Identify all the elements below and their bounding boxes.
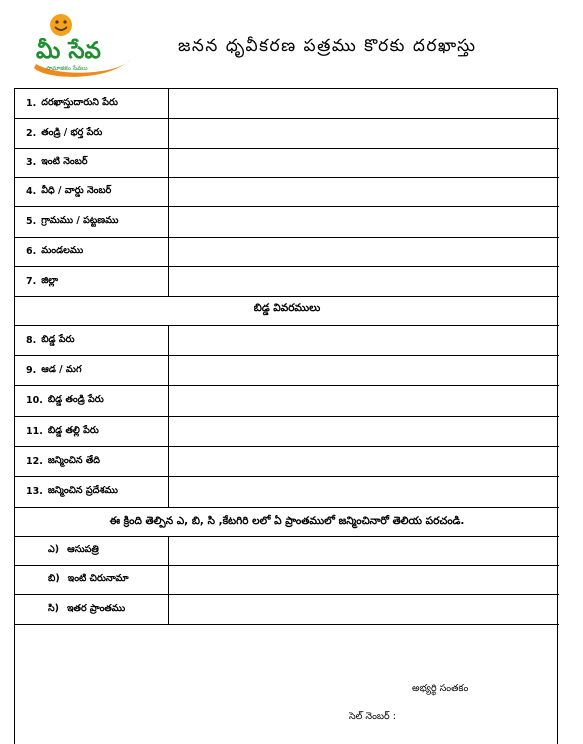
field-label xyxy=(15,416,169,446)
cell-number-label: సెల్ నెంబర్ : xyxy=(349,711,396,722)
section-title-child-details: బిడ్డ వివరములు xyxy=(253,302,321,314)
field-value-box[interactable] xyxy=(169,148,559,177)
applicant-signature-label: అభ్యర్థి సంతకం xyxy=(412,683,469,694)
field-label xyxy=(15,594,169,624)
field-label-text: దరఖాస్తుదారుని పేరు xyxy=(41,97,118,108)
field-number: 3. xyxy=(26,157,37,168)
logo-subtext: సామాజికం సేవలు xyxy=(46,65,88,72)
form-field-row xyxy=(15,385,559,416)
row-divider xyxy=(15,416,559,417)
field-value-box[interactable] xyxy=(169,594,559,624)
row-divider xyxy=(15,507,559,508)
field-number: 7. xyxy=(26,275,37,287)
row-divider xyxy=(15,624,559,625)
form-field-row xyxy=(15,89,559,118)
form-field-row xyxy=(15,177,559,206)
field-label xyxy=(15,266,169,296)
field-label xyxy=(15,118,169,148)
form-field-row xyxy=(15,476,559,507)
field-number: బి) xyxy=(48,573,60,584)
row-divider xyxy=(15,118,559,119)
field-label xyxy=(15,476,169,507)
form-title: జనన ధృవీకరణ పత్రము కొరకు దరఖాస్తు xyxy=(178,36,477,56)
application-form xyxy=(14,88,558,744)
field-label-text: జిల్లా xyxy=(41,274,59,286)
field-label-text: బిడ్డ తండ్రి పేరు xyxy=(47,394,104,405)
row-divider xyxy=(15,177,559,178)
field-label-text: గ్రామము / పట్టణము xyxy=(41,215,119,226)
field-value-box[interactable] xyxy=(169,416,559,446)
form-field-row xyxy=(15,416,559,446)
field-value-box[interactable] xyxy=(169,476,559,507)
field-label xyxy=(15,89,169,118)
field-value-box[interactable] xyxy=(169,118,559,148)
field-label xyxy=(15,206,169,237)
form-field-row xyxy=(15,355,559,385)
field-label xyxy=(15,177,169,206)
field-value-box[interactable] xyxy=(169,536,559,565)
row-divider xyxy=(15,266,559,267)
row-divider xyxy=(15,565,559,566)
form-field-row xyxy=(15,565,559,594)
field-number: 11. xyxy=(26,425,43,437)
row-divider xyxy=(15,355,559,356)
field-value-box[interactable] xyxy=(169,446,559,476)
form-field-row xyxy=(15,536,559,565)
field-number: ఎ) xyxy=(48,544,60,555)
field-label-text: బిడ్డ తల్లి పేరు xyxy=(47,424,99,436)
row-divider xyxy=(15,446,559,447)
field-number: 5. xyxy=(26,216,37,227)
field-number: 9. xyxy=(26,364,37,376)
field-label-text: ఇంటి నెంబర్ xyxy=(41,156,88,167)
field-label-text: ఆసుపత్రి xyxy=(67,544,99,555)
row-divider xyxy=(15,476,559,477)
field-label-text: జన్మించిన తేది xyxy=(47,454,100,466)
row-divider xyxy=(15,148,559,149)
form-field-row xyxy=(15,148,559,177)
row-divider xyxy=(15,594,559,595)
form-field-row xyxy=(15,594,559,624)
form-field-row xyxy=(15,237,559,266)
row-divider xyxy=(15,237,559,238)
field-value-box[interactable] xyxy=(169,237,559,266)
field-label xyxy=(15,536,169,565)
field-label xyxy=(15,385,169,416)
form-field-row xyxy=(15,446,559,476)
field-label xyxy=(15,148,169,177)
field-number: సి) xyxy=(48,602,60,614)
field-label xyxy=(15,355,169,385)
field-number: 4. xyxy=(26,186,37,197)
field-value-box[interactable] xyxy=(169,565,559,594)
field-number: 13. xyxy=(26,486,43,497)
logo-text: మీ సేవ xyxy=(36,38,101,64)
field-number: 6. xyxy=(26,246,37,257)
mee-seva-logo xyxy=(26,8,136,78)
field-number: 12. xyxy=(26,455,43,467)
field-label-text: వీధి / వార్డు నెంబర్ xyxy=(41,185,112,196)
birthplace-instruction: ఈ క్రింది తెల్పిన ఎ, బి, సి ,కేటగిరి లలో ఏ ప్రాంతములో జన్మించినారో తెలియ పరచండి. xyxy=(109,515,465,527)
field-label-text: తండ్రి / భర్త పేరు xyxy=(41,126,103,138)
field-value-box[interactable] xyxy=(169,206,559,237)
row-divider xyxy=(15,385,559,386)
form-header xyxy=(0,0,583,88)
field-value-box[interactable] xyxy=(169,266,559,296)
form-field-row xyxy=(15,325,559,355)
field-label-text: ఆడ / మగ xyxy=(41,363,82,375)
form-field-row xyxy=(15,266,559,296)
form-field-row xyxy=(15,118,559,148)
row-divider xyxy=(15,296,559,297)
field-label-text: మండలము xyxy=(41,245,84,256)
field-number: 2. xyxy=(26,127,37,139)
field-number: 10. xyxy=(26,395,43,406)
field-label-text: జన్మించిన ప్రదేశము xyxy=(47,485,118,496)
field-label-text: ఇతర ప్రాంతము xyxy=(67,602,126,614)
row-divider xyxy=(15,206,559,207)
field-label xyxy=(15,325,169,355)
field-number: 1. xyxy=(26,98,37,109)
field-label-text: బిడ్డ పేరు xyxy=(41,333,75,345)
field-value-box[interactable] xyxy=(169,177,559,206)
field-number: 8. xyxy=(26,334,37,346)
field-value-box[interactable] xyxy=(169,325,559,355)
field-value-box[interactable] xyxy=(169,385,559,416)
field-label-text: ఇంటి చిరునామా xyxy=(67,573,129,584)
field-value-box[interactable] xyxy=(169,355,559,385)
field-value-box[interactable] xyxy=(169,89,559,118)
field-label xyxy=(15,565,169,594)
field-label xyxy=(15,237,169,266)
form-field-row xyxy=(15,206,559,237)
field-label xyxy=(15,446,169,476)
